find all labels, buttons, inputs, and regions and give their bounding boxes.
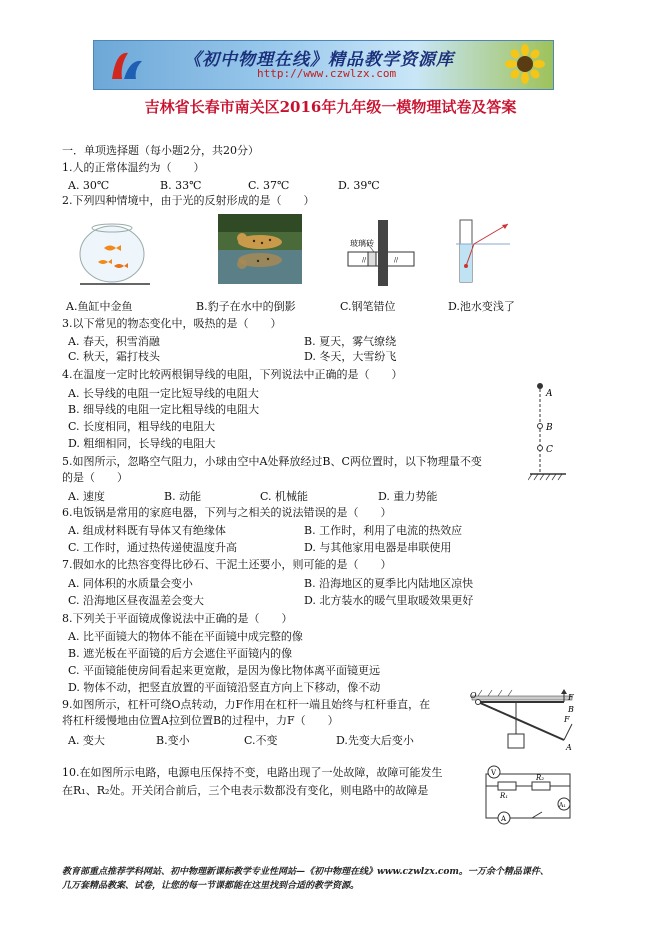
q5-option-b: B. 动能 [164, 490, 202, 503]
pool-refraction-figure [452, 216, 518, 288]
q7-option-d: D. 北方装水的暖气里取暖效果更好 [304, 594, 474, 607]
q2-stem: 2.下列四种情境中，由于光的反射形成的是（ ） [62, 194, 315, 207]
q8-option-d: D. 物体不动，把竖直放置的平面镜沿竖直方向上下移动，像不动 [68, 681, 381, 694]
point-a-label: A [546, 389, 553, 399]
point-c-label: C [546, 445, 553, 455]
position-a-label: A [566, 743, 572, 752]
q1-option-a: A. 30℃ [68, 179, 110, 192]
q9-stem-line2: 将杠杆缓慢地由位置A拉到位置B的过程中，力F（ ） [62, 714, 339, 727]
q3-option-c: C. 秋天，霜打枝头 [68, 350, 161, 363]
footer-line-1: 教育部重点推荐学科网站、初中物理新课标教学专业性网站—《初中物理在线》www.czwlzx.com。一万余个精品课件、 [62, 867, 549, 877]
q9-stem-line1: 9.如图所示，杠杆可绕O点转动，力F作用在杠杆一端且始终与杠杆垂直，在 [62, 698, 431, 711]
q4-option-c: C. 长度相同，粗导线的电阻大 [68, 420, 216, 433]
q7-option-b: B. 沿海地区的夏季比内陆地区凉快 [304, 577, 474, 590]
q6-option-b: B. 工作时，利用了电流的热效应 [304, 524, 463, 537]
document-title: 吉林省长春市南关区2016年九年级一模物理试卷及答案 [144, 98, 517, 116]
voltmeter-label: V [491, 769, 497, 777]
lever-figure [468, 688, 580, 760]
q7-stem: 7.假如水的比热容变得比砂石、干泥土还要小，则可能的是（ ） [62, 558, 392, 571]
q8-stem: 8.下列关于平面镜成像说法中正确的是（ ） [62, 612, 293, 625]
position-b-label: B [568, 705, 574, 714]
footer-line-2: 几万套精品教案、试卷，让您的每一节课都能在这里找到合适的教学资源。 [62, 881, 360, 891]
q8-option-a: A. 比平面镜大的物体不能在平面镜中成完整的像 [68, 630, 303, 643]
q9-option-a: A. 变大 [68, 734, 105, 747]
q4-option-b: B. 细导线的电阻一定比粗导线的电阻大 [68, 403, 260, 416]
q6-option-c: C. 工作时，通过热传递使温度升高 [68, 541, 238, 554]
q7-option-a: A. 同体积的水质量会变小 [68, 577, 193, 590]
circuit-figure [480, 762, 576, 828]
force-f-label-top: F [568, 693, 574, 702]
ammeter-a-label: A [501, 815, 507, 823]
q2-option-a: A.鱼缸中金鱼 [66, 300, 133, 313]
q4-stem: 4.在温度一定时比较两根铜导线的电阻，下列说法中正确的是（ ） [62, 368, 403, 381]
q9-option-b: B.变小 [156, 734, 190, 747]
q1-option-b: B. 33℃ [160, 179, 202, 192]
q8-option-c: C. 平面镜能使房间看起来更宽敞，是因为像比物体离平面镜更远 [68, 664, 381, 677]
q5-stem-line2: 的是（ ） [62, 471, 128, 484]
r2-label: R₂ [536, 774, 545, 782]
q1-option-c: C. 37℃ [248, 179, 290, 192]
pivot-o-label: O [470, 691, 477, 700]
q6-option-a: A. 组成材料既有导体又有绝缘体 [68, 524, 226, 537]
q7-option-c: C. 沿海地区昼夜温差会变大 [68, 594, 205, 607]
header-banner [93, 40, 554, 90]
q10-stem-line1: 10.在如图所示电路，电源电压保持不变，电路出现了一处故障，故障可能发生 [62, 766, 443, 779]
q3-option-a: A. 春天，积雪消融 [68, 335, 160, 348]
falling-ball-figure [528, 380, 568, 484]
pen-glass-block-figure [344, 216, 420, 288]
point-b-label: B [546, 423, 553, 433]
banner-url: http://www.czwlzx.com [257, 67, 397, 80]
q1-option-d: D. 39℃ [338, 179, 380, 192]
leopard-reflection-figure [218, 214, 302, 284]
q8-option-b: B. 遮光板在平面镜的后方会遮住平面镜内的像 [68, 647, 293, 660]
page-footer [62, 865, 622, 893]
q4-option-d: D. 粗细相同，长导线的电阻大 [68, 437, 216, 450]
q5-option-d: D. 重力势能 [378, 490, 438, 503]
goldfish-bowl-figure [76, 214, 154, 288]
q6-option-d: D. 与其他家用电器是串联使用 [304, 541, 452, 554]
q3-stem: 3.以下常见的物态变化中，吸热的是（ ） [62, 317, 282, 330]
q10-stem-line2: 在R₁、R₂处。开关闭合前后，三个电表示数都没有变化，则电路中的故障是 [62, 784, 429, 797]
q3-option-b: B. 夏天，雾气缭绕 [304, 335, 397, 348]
banner-title: 《初中物理在线》精品教学资源库 [184, 50, 454, 70]
q9-option-d: D.先变大后变小 [336, 734, 414, 747]
q5-stem-line1: 5.如图所示，忽略空气阻力，小球由空中A处释放经过B、C两位置时，以下物理量不变 [62, 455, 482, 468]
q6-stem: 6.电饭锅是常用的家庭电器，下列与之相关的说法错误的是（ ） [62, 506, 392, 519]
svg-text://: // [394, 257, 399, 264]
force-f-label-bottom: F [564, 715, 570, 724]
glass-block-label: 玻璃砖 [350, 239, 374, 248]
q5-option-c: C. 机械能 [260, 490, 309, 503]
sunflower-icon [505, 44, 545, 84]
q9-option-c: C.不变 [244, 734, 278, 747]
q2-option-c: C.钢笔错位 [340, 300, 396, 313]
ammeter-a1-label: A₁ [559, 802, 566, 809]
q5-option-a: A. 速度 [68, 490, 105, 503]
q2-option-d: D.池水变浅了 [448, 300, 515, 313]
q4-option-a: A. 长导线的电阻一定比短导线的电阻大 [68, 387, 259, 400]
r1-label: R₁ [500, 792, 509, 800]
q3-option-d: D. 冬天，大雪纷飞 [304, 350, 397, 363]
section-heading: 一．单项选择题（每小题2分，共20分） [62, 144, 259, 157]
site-logo [106, 45, 146, 85]
q2-option-b: B.豹子在水中的倒影 [196, 300, 296, 313]
svg-text://: // [362, 257, 367, 264]
q1-stem: 1.人的正常体温约为（ ） [62, 161, 205, 174]
